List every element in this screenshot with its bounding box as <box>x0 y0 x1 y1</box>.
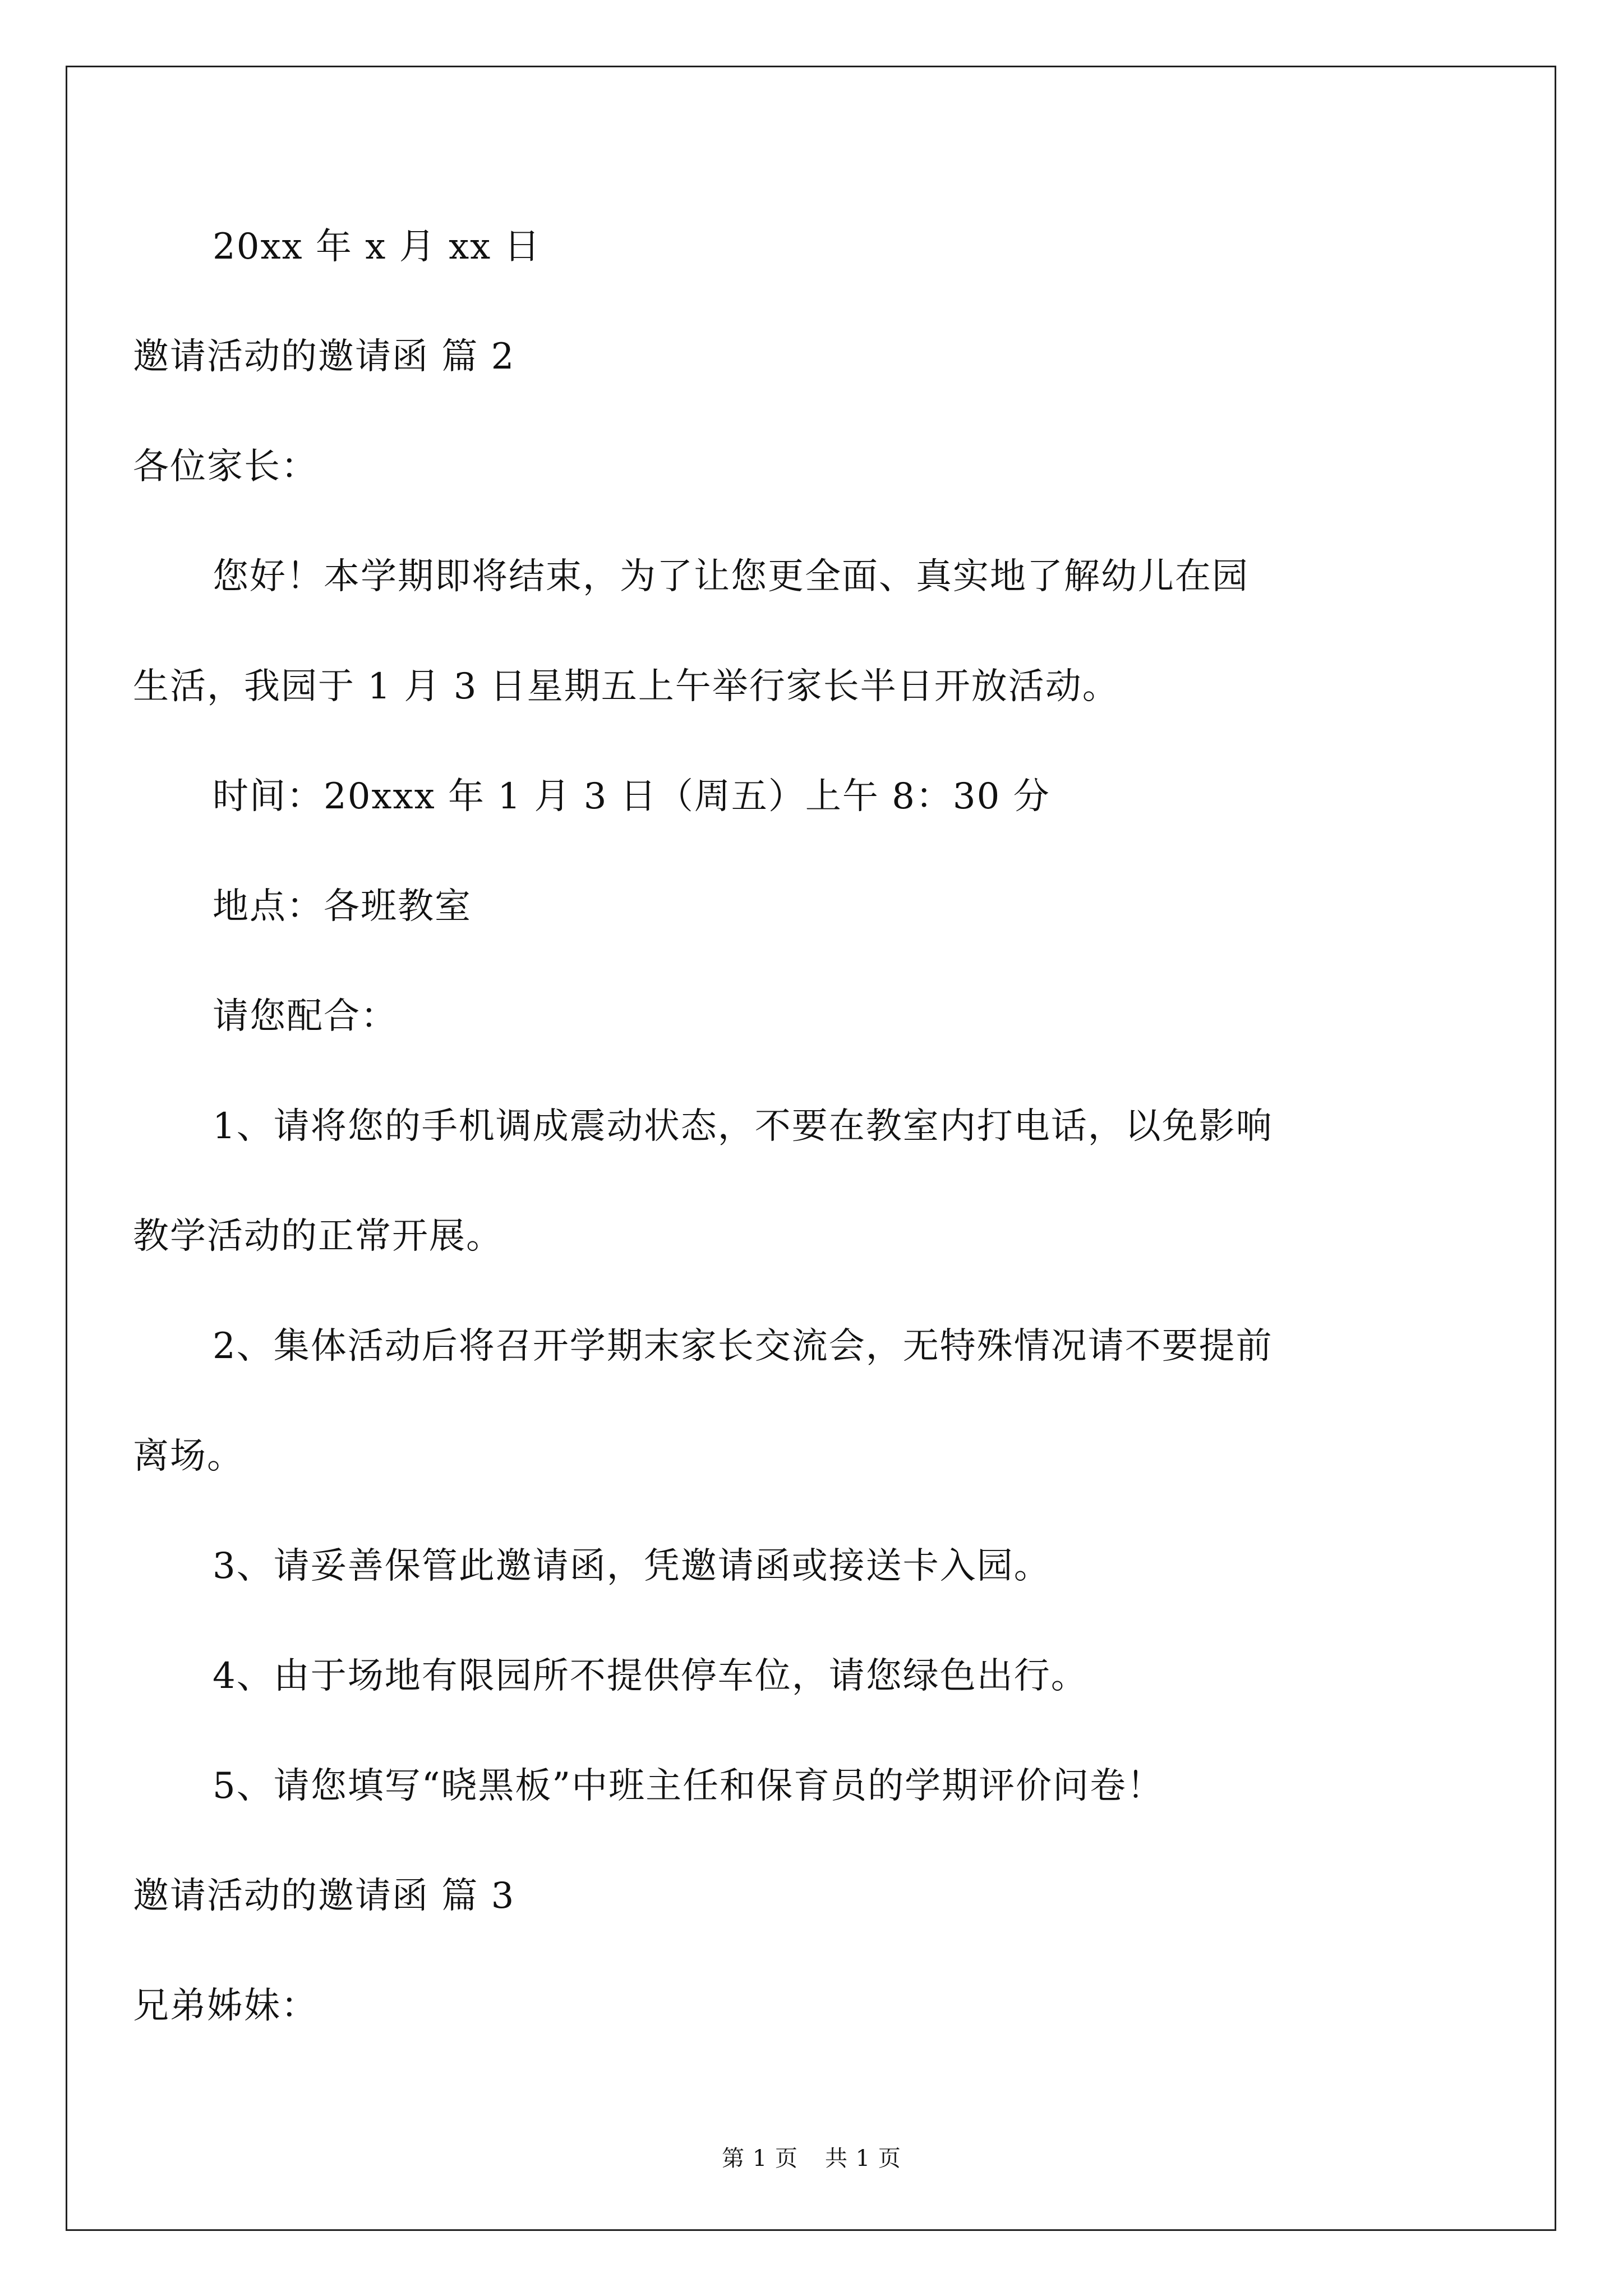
list-item-2: 2、集体活动后将召开学期末家长交流会，无特殊情况请不要提前 <box>213 1326 1273 1367</box>
page-total: 共 1 页 <box>825 2146 901 2171</box>
salutation: 各位家长： <box>133 446 318 487</box>
list-item-1: 1、请将您的手机调成震动状态，不要在教室内打电话，以免影响 <box>213 1106 1273 1147</box>
list-item-4: 4、由于场地有限园所不提供停车位，请您绿色出行。 <box>213 1655 1088 1697</box>
salutation: 兄弟姊妹： <box>133 1985 318 2027</box>
section-heading-2: 邀请活动的邀请函 篇 2 <box>133 336 515 378</box>
section-heading-3: 邀请活动的邀请函 篇 3 <box>133 1875 515 1917</box>
time-line: 时间：20xxx 年 1 月 3 日（周五）上午 8：30 分 <box>213 776 1050 817</box>
list-item-5: 5、请您填写“晓黑板”中班主任和保育员的学期评价问卷！ <box>213 1765 1164 1807</box>
paragraph-line: 生活，我园于 1 月 3 日星期五上午举行家长半日开放活动。 <box>133 666 1119 707</box>
page-number: 第 1 页 <box>722 2146 798 2171</box>
cooperation-heading: 请您配合： <box>213 996 398 1037</box>
page-footer <box>0 2141 1623 2173</box>
location-line: 地点：各班教室 <box>213 886 472 927</box>
list-item-2-cont: 离场。 <box>133 1435 244 1477</box>
list-item-3: 3、请妥善保管此邀请函，凭邀请函或接送卡入园。 <box>213 1545 1051 1587</box>
date-line: 20xx 年 x 月 xx 日 <box>213 226 541 268</box>
paragraph-line: 您好！本学期即将结束，为了让您更全面、真实地了解幼儿在园 <box>213 556 1249 597</box>
list-item-1-cont: 教学活动的正常开展。 <box>133 1216 503 1257</box>
